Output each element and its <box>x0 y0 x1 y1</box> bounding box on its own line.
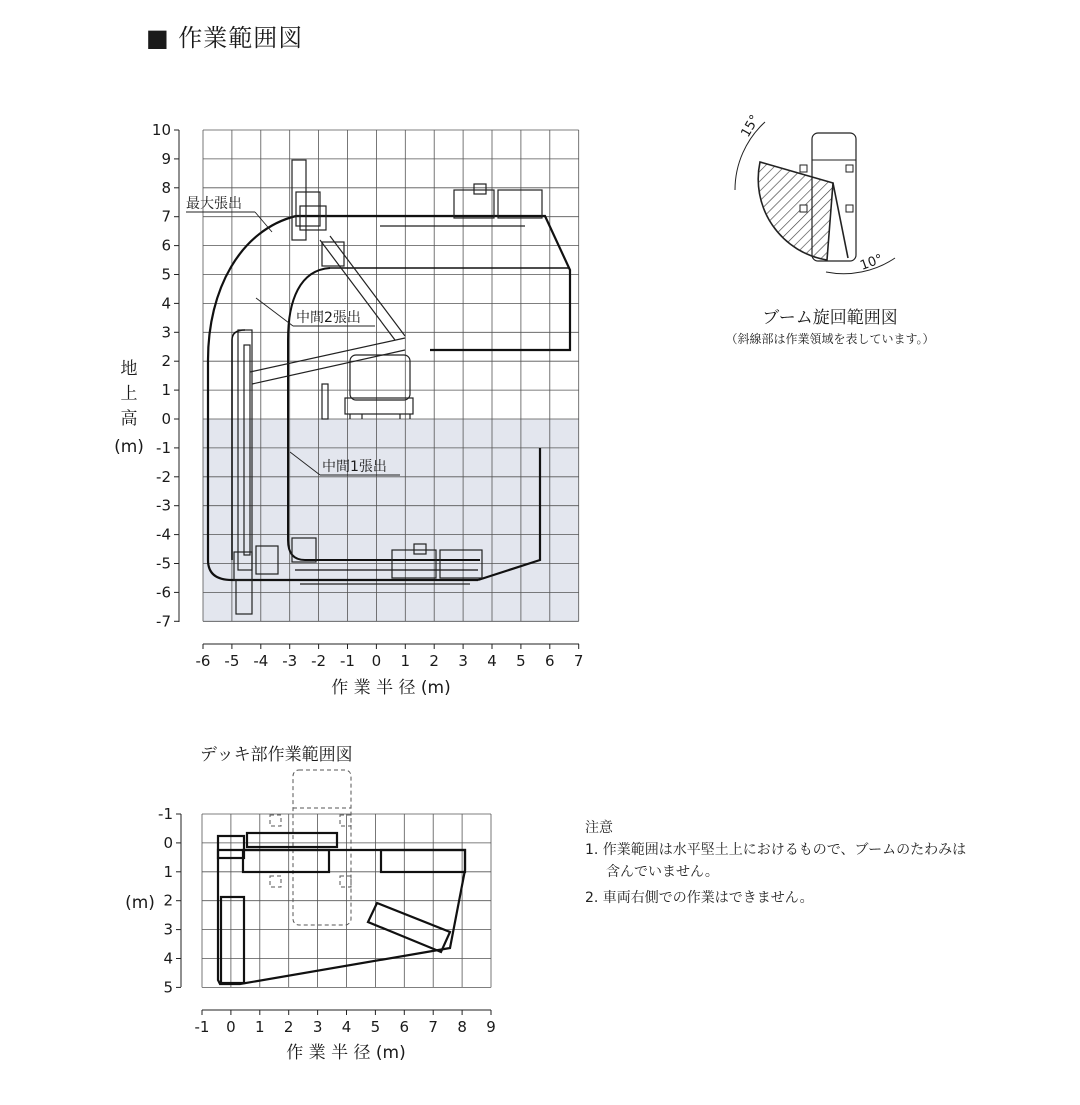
main-y-tick-labels <box>152 121 179 630</box>
notes-heading: 注意 <box>585 820 613 836</box>
y-tick-label: -4 <box>156 525 171 544</box>
callout-mid1-outreach: 中間1張出 <box>322 459 387 475</box>
y-unit-char-2: 上 <box>120 384 138 404</box>
outrigger-rl <box>800 205 807 212</box>
y-tick-label: 1 <box>163 862 173 881</box>
x-tick-label: -1 <box>194 1018 210 1036</box>
y-tick-label: -7 <box>156 612 171 631</box>
boom-rotation-diagram <box>735 113 895 274</box>
x-tick-label: 7 <box>573 652 584 670</box>
y-tick-label: -1 <box>158 805 173 823</box>
angle-label-10: 10° <box>858 251 886 274</box>
deck-x-axis-label: 作 業 半 径 (m) <box>286 1043 406 1063</box>
y-tick-label: 6 <box>161 236 171 255</box>
page-title: ■ 作業範囲図 <box>146 24 304 52</box>
deck-x-tick-labels <box>195 1010 496 1036</box>
x-tick-label: 6 <box>399 1018 410 1036</box>
y-tick-label: 3 <box>161 323 171 342</box>
y-tick-label: 8 <box>161 178 171 197</box>
x-tick-label: 5 <box>516 652 526 670</box>
x-tick-label: -3 <box>282 652 298 670</box>
rotation-right-bound <box>833 183 848 258</box>
y-unit-char-3: 高 <box>120 409 138 429</box>
y-tick-label: 3 <box>163 920 173 939</box>
x-tick-label: 4 <box>341 1018 352 1036</box>
y-unit-char-1: 地 <box>120 359 138 379</box>
note-line-1: 1. 作業範囲は水平堅土上におけるもので、ブームのたわみは <box>585 842 967 858</box>
x-tick-label: 7 <box>428 1018 438 1036</box>
y-unit-char-4: (m) <box>114 437 144 457</box>
main-x-tick-labels <box>196 644 584 670</box>
deck-chart-title: デッキ部作業範囲図 <box>200 745 353 765</box>
y-tick-label: 4 <box>163 949 173 968</box>
outrigger-fl <box>800 165 807 172</box>
x-tick-label: 3 <box>312 1018 323 1036</box>
y-tick-label: -1 <box>156 438 171 457</box>
y-tick-label: -2 <box>156 467 171 486</box>
y-tick-label: -6 <box>156 583 171 602</box>
deck-grid <box>202 814 491 987</box>
deck-y-tick-labels <box>158 805 181 996</box>
x-tick-label: 2 <box>283 1018 294 1036</box>
outrigger-rr <box>846 205 853 212</box>
y-tick-label: 0 <box>161 410 171 428</box>
x-tick-label: 2 <box>429 652 439 670</box>
y-tick-label: 5 <box>163 978 173 997</box>
outrigger-fr <box>846 165 853 172</box>
callout-max-outreach: 最大張出 <box>186 196 242 212</box>
rotation-diagram-subtitle: （斜線部は作業領域を表しています。） <box>725 332 935 346</box>
y-tick-label: 0 <box>163 833 173 852</box>
main-working-range-chart <box>114 121 583 698</box>
deck-working-envelope <box>218 833 465 984</box>
max-outreach-top-line <box>296 216 570 350</box>
angle-label-15: 15° <box>738 112 763 140</box>
x-tick-label: 3 <box>458 652 468 670</box>
y-tick-label: 2 <box>161 352 171 371</box>
x-tick-label: -4 <box>253 652 269 670</box>
x-tick-label: -1 <box>340 652 355 670</box>
x-tick-label: -5 <box>224 652 240 670</box>
x-tick-label: 0 <box>226 1018 236 1036</box>
main-x-axis-label: 作 業 半 径 (m) <box>331 678 451 698</box>
y-tick-label: 2 <box>163 891 173 910</box>
x-tick-label: -6 <box>195 652 211 670</box>
rotation-diagram-title: ブーム旋回範囲図 <box>762 308 898 328</box>
rotation-hatched-sector <box>758 162 833 260</box>
y-tick-label: 5 <box>161 265 171 284</box>
x-tick-label: 8 <box>457 1018 467 1036</box>
y-tick-label: 7 <box>161 207 171 226</box>
x-tick-label: 4 <box>487 652 497 670</box>
callout-mid2-outreach: 中間2張出 <box>296 310 361 326</box>
x-tick-label: -2 <box>311 652 327 670</box>
y-tick-label: 9 <box>161 149 171 168</box>
y-tick-label: -5 <box>156 554 171 573</box>
note-line-2: 2. 車両右側での作業はできません。 <box>585 890 814 906</box>
note-line-1-cont: 含んでいません。 <box>606 864 719 880</box>
x-tick-label: 6 <box>545 652 555 670</box>
x-tick-label: 5 <box>370 1018 381 1036</box>
y-tick-label: 4 <box>161 294 171 313</box>
deck-working-range-chart <box>125 770 496 1063</box>
below-ground-area <box>203 419 579 622</box>
x-tick-label: 9 <box>486 1018 496 1036</box>
y-tick-label: 1 <box>161 381 171 400</box>
x-tick-label: 0 <box>371 652 382 670</box>
y-tick-label: -3 <box>156 496 171 515</box>
deck-y-unit: (m) <box>125 893 155 913</box>
x-tick-label: 1 <box>400 652 411 670</box>
x-tick-label: 1 <box>255 1018 265 1036</box>
y-tick-label: 10 <box>151 121 171 139</box>
